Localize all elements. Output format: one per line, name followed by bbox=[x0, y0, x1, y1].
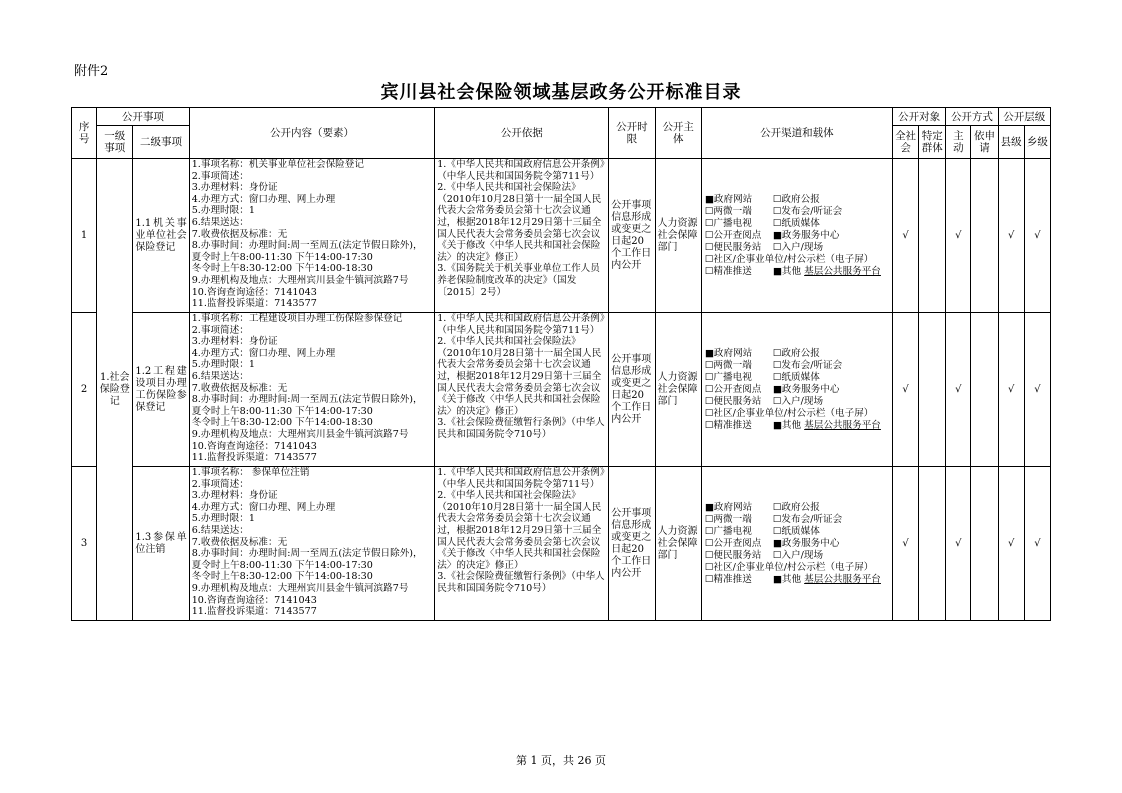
basis-line: 1.《中华人民共和国政府信息公开条例》（中华人民共和国国务院令第711号） bbox=[437, 313, 605, 336]
content-line: 1.事项名称：工程建设项目办理工伤保险参保登记 bbox=[191, 313, 403, 324]
header-level-county: 县级 bbox=[998, 126, 1024, 159]
channel-option-community: ☐社区/企事业单位/村公示栏（电子屏） bbox=[704, 253, 874, 265]
method-request-check bbox=[971, 467, 998, 621]
content-line: 1.事项名称： 参保单位注销 bbox=[191, 467, 310, 478]
channel-other-text: 基层公共服务平台 bbox=[804, 573, 881, 585]
channel-option: ☐两微一端 bbox=[704, 205, 752, 217]
target-all-check: √ bbox=[892, 467, 918, 621]
content-line: 11.监督投诉渠道：7143577 bbox=[191, 606, 317, 618]
channel-option: ☐广播电视 bbox=[704, 525, 752, 537]
header-channels: 公开渠道和载体 bbox=[701, 108, 892, 159]
channel-option: ☐发布会/听证会 bbox=[772, 205, 843, 217]
channel-option: ☐发布会/听证会 bbox=[772, 359, 843, 371]
channel-option: ☐政府公报 bbox=[772, 193, 820, 205]
content-line: 冬令时上午8:30-12:00 下午14:00-18:30 bbox=[191, 571, 373, 583]
channel-option-precise: ☐精准推送 bbox=[704, 419, 752, 431]
channel-option-community: ☐社区/企事业单位/村公示栏（电子屏） bbox=[704, 407, 874, 419]
content-line: 冬令时上午8:30-12:00 下午14:00-18:30 bbox=[191, 263, 373, 275]
header-method: 公开方式 bbox=[946, 108, 998, 126]
method-request-check bbox=[971, 313, 998, 467]
content-line: 7.收费依据及标准：无 bbox=[191, 536, 288, 548]
content-line: 3.办理材料：身份证 bbox=[191, 182, 278, 194]
content-line: 夏令时上午8:00-11:30 下午14:00-17:30 bbox=[191, 559, 373, 571]
basis-cell bbox=[435, 467, 609, 621]
subject-cell: 人力资源社会保障部门 bbox=[655, 467, 701, 621]
channel-option: ☐广播电视 bbox=[704, 217, 752, 229]
level2-item-cell: 1.1机关事业单位社会保险登记 bbox=[133, 159, 189, 313]
table-row bbox=[72, 313, 1051, 467]
content-line: 9.办理机构及地点：大理州宾川县金牛镇河滨路7号 bbox=[191, 428, 409, 440]
content-line: 11.监督投诉渠道：7143577 bbox=[191, 298, 317, 310]
content-line: 8.办事时间：办理时间:周一至周五(法定节假日除外)， bbox=[191, 548, 423, 560]
document-title: 宾川县社会保险领域基层政务公开标准目录 bbox=[380, 82, 742, 103]
basis-cell bbox=[435, 159, 609, 313]
channel-option: ☐两微一端 bbox=[704, 359, 752, 371]
content-line: 6.结果送达： bbox=[191, 524, 249, 536]
channels-cell bbox=[701, 159, 892, 313]
content-line: 6.结果送达： bbox=[191, 370, 249, 382]
channel-option: ☐政府公报 bbox=[772, 501, 820, 513]
content-line: 9.办理机构及地点：大理州宾川县金牛镇河滨路7号 bbox=[191, 582, 409, 594]
method-active-check: √ bbox=[946, 467, 971, 621]
method-active-check: √ bbox=[946, 159, 971, 313]
content-line: 8.办事时间：办理时间:周一至周五(法定节假日除外)， bbox=[191, 394, 423, 406]
basis-line: 3.《社会保险费征缴暂行条例》（中华人民共和国国务院令710号） bbox=[437, 417, 605, 440]
basis-line: 2.《中华人民共和国社会保险法》（2010年10月28日第十一届全国人民代表大会常务委员会第十七次会议通过，根据2018年12月29日第十三届全国人民代表大会常务委员会第七次会议《关于修改〈中华人民共和国社会保险法〉的决定》修正） bbox=[437, 182, 602, 263]
header-method-active: 主动 bbox=[946, 126, 971, 159]
channel-option: ☐便民服务站 bbox=[704, 241, 762, 253]
content-line: 冬令时上午8:30-12:00 下午14:00-18:30 bbox=[191, 417, 373, 429]
header-target-specific: 特定群体 bbox=[919, 126, 946, 159]
channel-option-other: ■其他 bbox=[772, 419, 802, 431]
table-row bbox=[72, 159, 1051, 313]
content-line: 9.办理机构及地点：大理州宾川县金牛镇河滨路7号 bbox=[191, 274, 409, 286]
header-subject: 公开主体 bbox=[655, 108, 701, 159]
content-line: 6.结果送达： bbox=[191, 216, 249, 228]
channel-option: ☐公开查阅点 bbox=[704, 229, 762, 241]
subject-cell: 人力资源社会保障部门 bbox=[655, 159, 701, 313]
content-line: 3.办理材料：身份证 bbox=[191, 490, 278, 502]
level2-item-cell: 1.2工程建设项目办理工伤保险参保登记 bbox=[133, 313, 189, 467]
channel-option-other: ■其他 bbox=[772, 265, 802, 277]
header-basis: 公开依据 bbox=[435, 108, 609, 159]
channel-option-other: ■其他 bbox=[772, 573, 802, 585]
channel-option: ☐政府公报 bbox=[772, 347, 820, 359]
content-line: 夏令时上午8:00-11:30 下午14:00-17:30 bbox=[191, 405, 373, 417]
level2-item-cell: 1.3参保单位注销 bbox=[133, 467, 189, 621]
content-line: 10.咨询查询途径：7141043 bbox=[191, 286, 317, 298]
level-county-check: √ bbox=[998, 159, 1024, 313]
target-specific-check bbox=[919, 313, 946, 467]
header-target-all: 全社会 bbox=[892, 126, 918, 159]
content-line: 2.事项简述： bbox=[191, 478, 249, 490]
table-row bbox=[72, 467, 1051, 621]
channel-option: ☐公开查阅点 bbox=[704, 537, 762, 549]
header-time: 公开时限 bbox=[609, 108, 655, 159]
content-line: 5.办理时限：1 bbox=[191, 359, 255, 371]
channel-option-precise: ☐精准推送 bbox=[704, 265, 752, 277]
channels-cell bbox=[701, 313, 892, 467]
channel-option: ☐广播电视 bbox=[704, 371, 752, 383]
channels-cell bbox=[701, 467, 892, 621]
basis-line: 1.《中华人民共和国政府信息公开条例》（中华人民共和国国务院令第711号） bbox=[437, 467, 605, 490]
target-all-check: √ bbox=[892, 313, 918, 467]
content-cell bbox=[189, 467, 435, 621]
seq-cell: 1 bbox=[72, 159, 97, 313]
content-line: 10.咨询查询途径：7141043 bbox=[191, 594, 317, 606]
content-line: 2.事项简述： bbox=[191, 170, 249, 182]
content-line: 7.收费依据及标准：无 bbox=[191, 228, 288, 240]
page-footer: 第 1 页，共 26 页 bbox=[516, 754, 606, 767]
basis-line: 1.《中华人民共和国政府信息公开条例》（中华人民共和国国务院令第711号） bbox=[437, 159, 605, 182]
channel-option: ☐纸质媒体 bbox=[772, 371, 820, 383]
channel-option: ☐便民服务站 bbox=[704, 549, 762, 561]
attachment-label: 附件2 bbox=[74, 64, 109, 79]
content-cell bbox=[189, 159, 435, 313]
content-line: 4.办理方式：窗口办理、网上办理 bbox=[191, 501, 336, 513]
table-body bbox=[72, 159, 1051, 621]
seq-cell: 2 bbox=[72, 313, 97, 467]
content-line: 4.办理方式：窗口办理、网上办理 bbox=[191, 193, 336, 205]
content-line: 5.办理时限：1 bbox=[191, 205, 255, 217]
channel-option: ☐纸质媒体 bbox=[772, 217, 820, 229]
level-township-check: √ bbox=[1024, 159, 1050, 313]
header-level2: 二级事项 bbox=[133, 126, 189, 159]
target-specific-check bbox=[919, 159, 946, 313]
basis-line: 2.《中华人民共和国社会保险法》（2010年10月28日第十一届全国人民代表大会常务委员会第十七次会议通过，根据2018年12月29日第十三届全国人民代表大会常务委员会第七次会议《关于修改〈中华人民共和国社会保险法〉的决定》修正） bbox=[437, 490, 602, 571]
level-county-check: √ bbox=[998, 467, 1024, 621]
basis-line: 2.《中华人民共和国社会保险法》（2010年10月28日第十一届全国人民代表大会常务委员会第十七次会议通过，根据2018年12月29日第十三届全国人民代表大会常务委员会第七次会议《关于修改〈中华人民共和国社会保险法〉的决定》修正） bbox=[437, 336, 602, 417]
channel-option: ■政府网站 bbox=[704, 347, 753, 359]
content-cell bbox=[189, 313, 435, 467]
header-target: 公开对象 bbox=[892, 108, 945, 126]
channel-option: ■政务服务中心 bbox=[772, 383, 840, 395]
level-township-check: √ bbox=[1024, 313, 1050, 467]
channel-option: ■政务服务中心 bbox=[772, 537, 840, 549]
content-line: 7.收费依据及标准：无 bbox=[191, 382, 288, 394]
basis-cell bbox=[435, 313, 609, 467]
header-method-request: 依申请 bbox=[971, 126, 998, 159]
header-level-township: 乡级 bbox=[1024, 126, 1050, 159]
channel-option: ☐入户/现场 bbox=[772, 549, 824, 561]
channel-option: ☐发布会/听证会 bbox=[772, 513, 843, 525]
channel-option-community: ☐社区/企事业单位/村公示栏（电子屏） bbox=[704, 561, 874, 573]
header-public-items: 公开事项 bbox=[97, 108, 190, 126]
channel-option: ■政府网站 bbox=[704, 193, 753, 205]
header-seq: 序号 bbox=[72, 108, 97, 159]
basis-line: 3.《社会保险费征缴暂行条例》（中华人民共和国国务院令710号） bbox=[437, 571, 605, 594]
target-all-check: √ bbox=[892, 159, 918, 313]
content-line: 11.监督投诉渠道：7143577 bbox=[191, 452, 317, 464]
header-content: 公开内容（要素） bbox=[189, 108, 435, 159]
content-line: 5.办理时限：1 bbox=[191, 513, 255, 525]
content-line: 8.办事时间：办理时间:周一至周五(法定节假日除外)， bbox=[191, 240, 423, 252]
level-township-check: √ bbox=[1024, 467, 1050, 621]
time-cell: 公开事项信息形成或变更之日起20个工作日内公开 bbox=[609, 159, 655, 313]
channel-other-text: 基层公共服务平台 bbox=[804, 265, 881, 277]
header-level1: 一级事项 bbox=[97, 126, 133, 159]
method-active-check: √ bbox=[946, 313, 971, 467]
subject-cell: 人力资源社会保障部门 bbox=[655, 313, 701, 467]
channel-option: ☐入户/现场 bbox=[772, 395, 824, 407]
header-level: 公开层级 bbox=[998, 108, 1050, 126]
content-line: 2.事项简述： bbox=[191, 324, 249, 336]
channel-option-precise: ☐精准推送 bbox=[704, 573, 752, 585]
content-line: 夏令时上午8:00-11:30 下午14:00-17:30 bbox=[191, 251, 373, 263]
channel-option: ☐便民服务站 bbox=[704, 395, 762, 407]
channel-other-text: 基层公共服务平台 bbox=[804, 419, 881, 431]
target-specific-check bbox=[919, 467, 946, 621]
level-county-check: √ bbox=[998, 313, 1024, 467]
method-request-check bbox=[971, 159, 998, 313]
channel-option: ■政府网站 bbox=[704, 501, 753, 513]
time-cell: 公开事项信息形成或变更之日起20个工作日内公开 bbox=[609, 313, 655, 467]
content-line: 10.咨询查询途径：7141043 bbox=[191, 440, 317, 452]
content-line: 1.事项名称：机关事业单位社会保险登记 bbox=[191, 159, 364, 170]
channel-option: ☐入户/现场 bbox=[772, 241, 824, 253]
channel-option: ☐公开查阅点 bbox=[704, 383, 762, 395]
time-cell: 公开事项信息形成或变更之日起20个工作日内公开 bbox=[609, 467, 655, 621]
basis-line: 3.《国务院关于机关事业单位工作人员养老保险制度改革的决定》（国发〔2015〕2号） bbox=[437, 263, 600, 298]
channel-option: ■政务服务中心 bbox=[772, 229, 840, 241]
content-line: 4.办理方式：窗口办理、网上办理 bbox=[191, 347, 336, 359]
content-line: 3.办理材料：身份证 bbox=[191, 336, 278, 348]
level1-item-cell: 1.社会保险登记 bbox=[97, 159, 133, 621]
channel-option: ☐两微一端 bbox=[704, 513, 752, 525]
channel-option: ☐纸质媒体 bbox=[772, 525, 820, 537]
seq-cell: 3 bbox=[72, 467, 97, 621]
catalog-table bbox=[71, 107, 1051, 621]
